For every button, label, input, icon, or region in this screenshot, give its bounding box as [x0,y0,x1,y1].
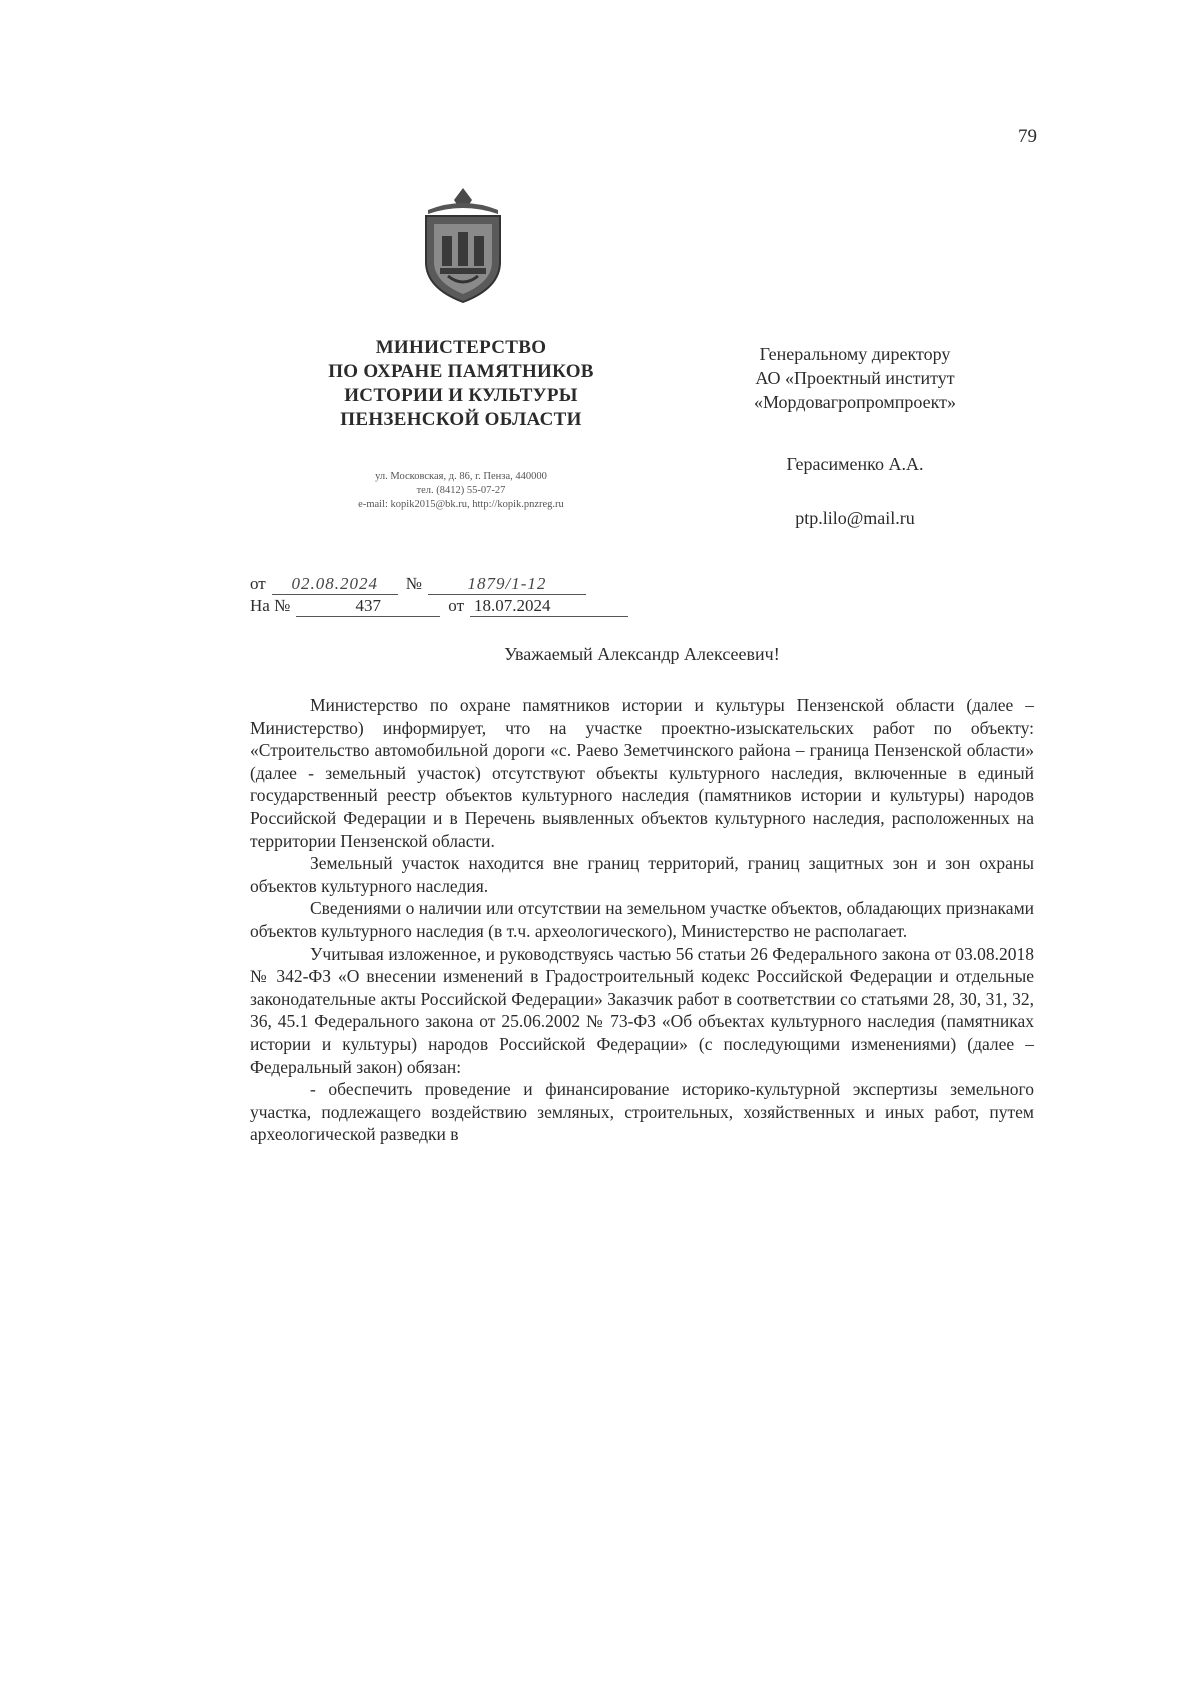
addressee-line: «Мордовагропромпроект» [753,392,956,412]
ministry-phone: тел. (8412) 55-07-27 [416,485,506,496]
ministry-contacts [296,470,626,512]
coat-of-arms-emblem [418,184,508,306]
ministry-email: e-mail: kopik2015@bk.ru, http://kopik.pnzreg.ru [358,499,564,510]
addressee-line: Генеральному директору [759,344,951,364]
outgoing-date: 02.08.2024 [272,574,398,595]
page-number: 79 [1018,126,1037,147]
re-label: На № [250,596,291,615]
body-paragraph: Сведениями о наличии или отсутствии на земельном участке объектов, обладающих признаками объектов культурного наследия (в т.ч. археологического), Министерство не располагает. [250,898,1035,941]
reference-number: 437 [296,596,440,617]
re-from-label: от [448,596,465,615]
ministry-name-line: ИСТОРИИ И КУЛЬТУРЫ [344,385,578,406]
addressee-block [720,342,990,414]
incoming-reference [250,596,628,617]
ministry-address: ул. Московская, д. 86, г. Пенза, 440000 [375,471,547,482]
addressee-line: АО «Проектный институт [755,368,955,388]
addressee-email: ptp.lilo@mail.ru [795,508,915,528]
ministry-name-line: ПЕНЗЕНСКОЙ ОБЛАСТИ [340,409,582,430]
outgoing-number: 1879/1-12 [428,574,586,595]
number-label: № [405,574,422,593]
letter-body [250,694,1034,1146]
outgoing-registration [250,574,586,595]
reference-date: 18.07.2024 [470,596,628,617]
from-label: от [250,574,266,593]
ministry-name-line: МИНИСТЕРСТВО [375,337,547,358]
ministry-name-line: ПО ОХРАНЕ ПАМЯТНИКОВ [328,361,594,382]
body-paragraph: - обеспечить проведение и финансирование историко-культурной экспертизы земельного участка, подлежащего воздействию земляных, строительных, хозяйственных и иных работ, путем археологической разведки в [250,1079,1034,1145]
salutation: Уважаемый Александр Алексеевич! [504,644,780,664]
addressee-name: Герасименко А.А. [786,454,924,474]
ministry-name [296,336,626,432]
body-paragraph: Учитывая изложенное, и руководствуясь частью 56 статьи 26 Федерального закона от 03.08.2018 № 342-ФЗ «О внесении изменений в Градостроительный кодекс Российской Федерации и отдельные законодательные акты Российской Федерации» Заказчик работ в соответствии со статьями 28, 30, 31, 32, 36, 45.1 Федерального закона от 25.06.2002 № 73-ФЗ «Об объектах культурного наследия (памятниках истории и культуры) народов Российской Федерации» (с последующими изменениями) (далее – Федеральный закон) обязан: [250,943,1034,1077]
body-paragraph: Министерство по охране памятников истории и культуры Пензенской области (далее – Министерство) информирует, что на участке проектно-изыскательских работ по объекту: «Строительство автомобильной дороги «с. Раево Земетчинского района – граница Пензенской области» (далее - земельный участок) отсутствуют объекты культурного наследия, включенные в единый государственный реестр объектов культурного наследия (памятников истории и культуры) народов Российской Федерации и в Перечень выявленных объектов культурного наследия, расположенных на территории Пензенской области. [250,695,1034,851]
body-paragraph: Земельный участок находится вне границ территорий, границ защитных зон и зон охраны объектов культурного наследия. [250,853,1034,896]
